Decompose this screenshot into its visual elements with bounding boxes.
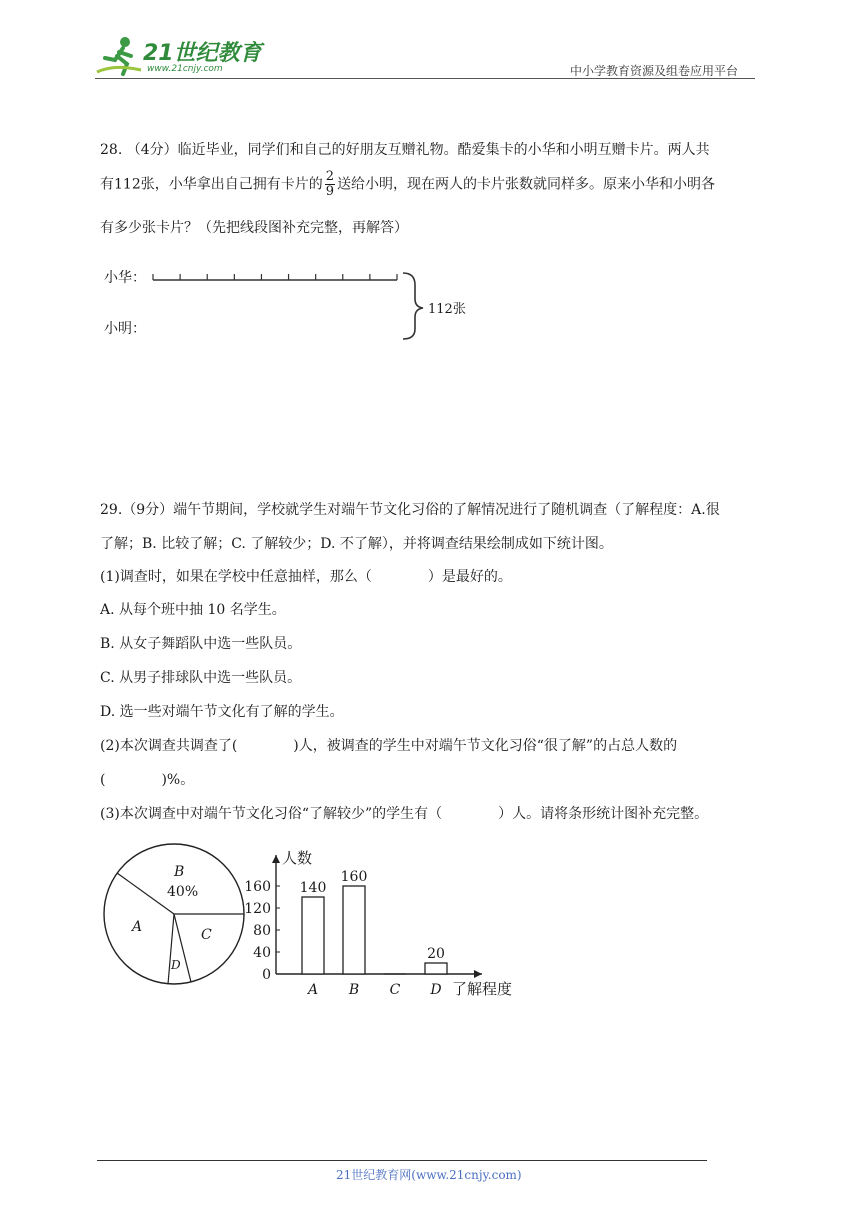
y-tick-label: 120 [244, 901, 271, 917]
footer-divider [97, 1160, 707, 1161]
bar-y-ticks [244, 879, 280, 983]
q29-sub2-line1: (2)本次调查共调查了( )人，被调查的学生中对端午节文化习俗“很了解”的占总人数的 [100, 738, 678, 754]
footer-text: 21世纪教育网(www.21cnjy.com) [336, 1168, 522, 1182]
q29-option-c: C. 从男子排球队中选一些队员。 [100, 670, 302, 686]
x-tick-label: C [389, 982, 401, 998]
fraction [325, 170, 335, 199]
pie-data-label-b: 40% [167, 884, 199, 900]
bar-data-label: 20 [427, 946, 445, 962]
bar [425, 963, 447, 974]
q29-line2: 了解；B. 比较了解；C. 了解较少；D. 不了解），并将调查结果绘制成如下统计图。 [100, 536, 613, 552]
q29-sub3: (3)本次调查中对端午节文化习俗“了解较少”的学生有（ ）人。请将条形统计图补充完整。 [100, 806, 709, 822]
q29-option-a: A. 从每个班中抽 10 名学生。 [100, 602, 286, 618]
q28-line2 [100, 170, 715, 199]
bar [343, 886, 365, 974]
q29-option-d: D. 选一些对端午节文化有了解的学生。 [100, 704, 344, 720]
q28-line2-b: 送给小明，现在两人的卡片张数就同样多。原来小华和小明各 [337, 176, 716, 193]
y-tick-label: 160 [244, 879, 271, 895]
x-tick-label: B [348, 982, 360, 998]
logo-text: 21世纪教育 [143, 41, 262, 66]
pie-label-c: C [201, 927, 212, 943]
q28-line1: 28. （4分）临近毕业，同学们和自己的好朋友互赠礼物。酷爱集卡的小华和小明互赠卡片。两人共 [100, 142, 710, 158]
logo-url: www.21cnjy.com [147, 64, 223, 74]
label-xiaohua: 小华： [104, 270, 146, 286]
pie-chart [100, 840, 250, 990]
bar-xlabel: 了解程度 [452, 980, 513, 998]
q29-sub2-line2: ( )%。 [100, 772, 195, 788]
x-tick-label: A [307, 982, 319, 998]
y-tick-label: 40 [253, 945, 271, 961]
site-logo [95, 34, 265, 78]
label-xiaoming: 小明： [104, 321, 146, 337]
fraction-denominator: 9 [325, 184, 335, 199]
platform-name: 中小学教育资源及组卷应用平台 [570, 64, 739, 78]
q28-line3: 有多少张卡片？（先把线段图补充完整，再解答） [100, 220, 408, 236]
bar-ylabel: 人数 [282, 849, 313, 867]
x-axis-arrow [474, 970, 482, 978]
q28-line2-a: 有112张，小华拿出自己拥有卡片的 [100, 176, 323, 193]
pie-label-d: D [171, 958, 181, 972]
bar-marks [300, 869, 447, 998]
header-divider [95, 78, 755, 79]
q29-option-b: B. 从女子舞蹈队中选一些队员。 [100, 636, 302, 652]
x-tick-label: D [430, 982, 442, 998]
bar-data-label: 160 [340, 869, 368, 885]
total-label: 112张 [428, 302, 466, 317]
q29-line1: 29.（9分）端午节期间，学校就学生对端午节文化习俗的了解情况进行了随机调查（了解程度：A.很 [100, 502, 720, 518]
pie-label-a: A [132, 919, 143, 935]
y-tick-label: 0 [262, 967, 271, 983]
pie-label-b: B [174, 864, 185, 880]
segment-ticks [153, 274, 397, 280]
bar-data-label: 140 [299, 880, 327, 896]
total-brace [403, 273, 423, 339]
y-axis-arrow [272, 855, 280, 863]
fraction-numerator: 2 [325, 169, 335, 184]
q29-sub1: (1)调查时，如果在学校中任意抽样，那么（ ）是最好的。 [100, 569, 512, 585]
bar [302, 897, 324, 974]
bar-chart [244, 843, 530, 1003]
runner-logo-icon [95, 34, 147, 78]
y-tick-label: 80 [253, 923, 271, 939]
